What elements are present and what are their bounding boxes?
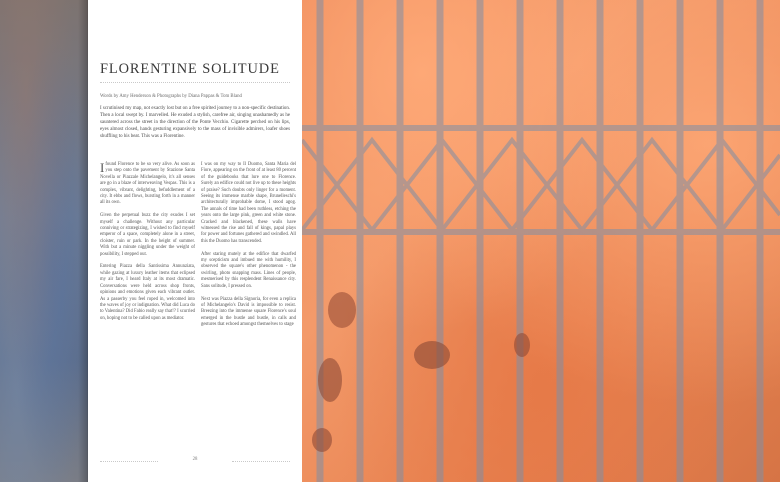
body-column-right xyxy=(201,162,296,335)
paragraph xyxy=(100,162,195,207)
paragraph: Given the perpetual buzz the city exudes I set myself a challenge. Without any particular conniving or strategizing, I wished to find myself emperor of a space, completely alone in a street, cloister, ruin or park. In the height of summer. With but a minute niggling under the weight of possibility, I stepped out. xyxy=(100,213,195,257)
paragraph-text: found Florence to be so very alive. As soon as you step onto the pavement by Stazione Santa Novella or Piazzale Michelangelo, it's all senses are go in a blaze of interweaving Vespas. This is a complex, vibrant, delighting, befuddlement of a city. It ebbs and flows, bursting forth in a manner all its own. xyxy=(100,162,195,206)
photo-orange-wall-gate xyxy=(302,0,780,482)
footer-rule-left xyxy=(100,461,158,462)
paragraph: Entering Piazza della Santissima Annunziata, while gazing at luxury leather items that eclipsed my air fare, I heard Italy at its most dramatic. Conversations were held across shop fronts, opinions and emotions given each vibrant outlet. As a passerby you feel roped in, welcomed into the waves of joy or indignation. What did Luca do to Valentina? Did Fabio really say that!? I scurried on, hoping not to be called upon as mediator. xyxy=(100,264,195,321)
drop-cap: I xyxy=(100,160,105,175)
gate-vertical-bars xyxy=(320,0,760,482)
paragraph: I was on my way to Il Duomo, Santa Maria del Fiore, appearing on the front of at least 80 percent of the guidebooks that lure one to Florence. Surely an edifice could not live up to these heights of praise? Such doubts only linger for a moment. Seeing its immense marble shape, Brunelleschi's architecturally improbable dome, I stood agog. The annals of time had been ruthless, etching the years onto the large pink, green and white stone. Cracked and blackened, these walls have witnessed the rise and fall of kings, papal plays for power and fortunes gathered and swindled. All this the Duomo has transcended. xyxy=(201,162,296,244)
article-title: FLORENTINE SOLITUDE xyxy=(100,61,280,77)
body-column-left xyxy=(100,162,195,329)
footer-rule-right xyxy=(232,461,290,462)
page-number: 28 xyxy=(192,457,198,462)
left-background-texture xyxy=(0,0,88,482)
paragraph: Next was Piazza della Signoria, for even a replica of Michelangelo's David is impossible to resist. Breezing into the immense square Florence's soul emerged in the bustle and bustle, in calls and gestures that echoed amongst themselves to stage xyxy=(201,296,296,328)
article-lede: I scrutinised my map, not exactly lost but on a free spirited journey to a non-specific destination. Then a local swept by. I marvelled. He exuded a stylish, carefree air, singing unashamedly as he sauntered across the street in the direction of the Ponte Vecchio. Cigarette perched on his lips, eyes almost closed, hands gesturing expansively to the mass of invisible admirers, loafer shoes shuffling to his beat. This was a Florentine. xyxy=(100,106,290,139)
magazine-page xyxy=(88,0,302,482)
title-divider xyxy=(100,82,290,83)
gate-overlay xyxy=(302,0,780,482)
wall-stains xyxy=(312,292,530,452)
gate-cross-pattern xyxy=(302,140,780,230)
page-shadow xyxy=(78,0,88,482)
paragraph: After staring mutely at the edifice that dwarfed my scepticism and imbued me with humility, I observed the square's other phenomenon - the swirling, photo snapping mass. Lines of people, mesmerised by this resplendent Renaissance city. Sans solitude, I pressed on. xyxy=(201,251,296,289)
article-byline: Words by Amy Henderson & Photographs by Diana Pappas & Tom Bland xyxy=(100,94,242,99)
